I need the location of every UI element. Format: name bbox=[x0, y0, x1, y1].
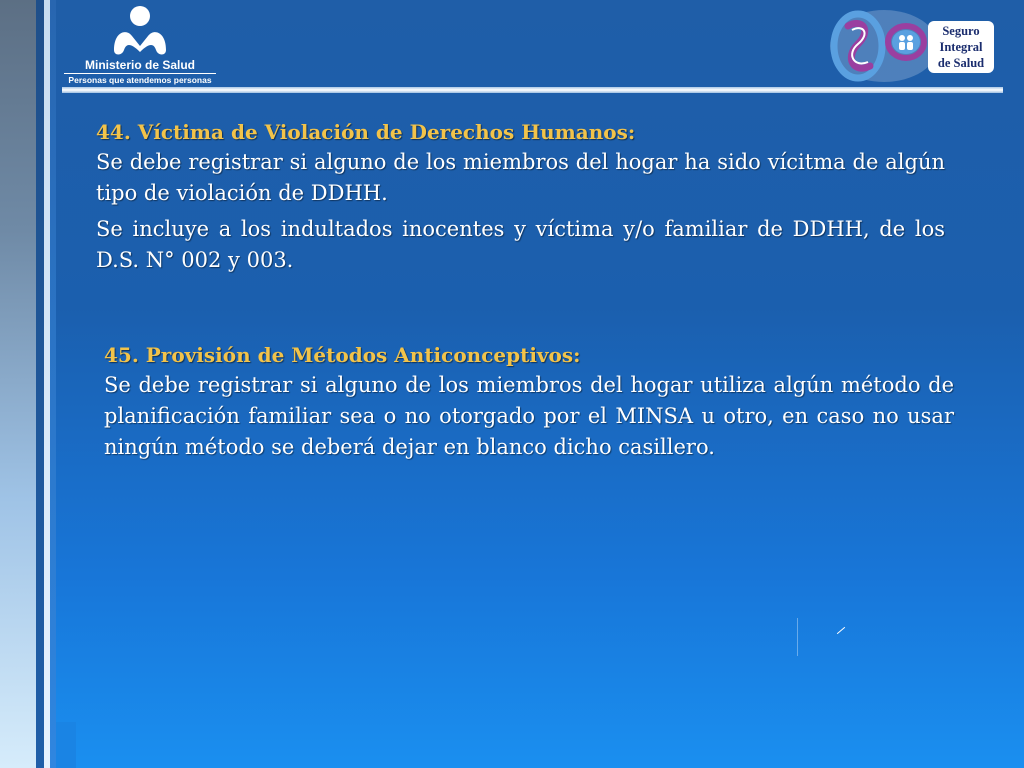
sis-logo-text bbox=[928, 21, 994, 73]
minsa-family-icon bbox=[108, 6, 172, 58]
section-44-paragraph-2: Se incluye a los indultados inocentes y víctima y/o familiar de DDHH, de los D.S. N° 002 y 003. bbox=[96, 217, 945, 272]
section-45-title: 45. Provisión de Métodos Anticonceptivos: bbox=[104, 343, 581, 367]
section-45 bbox=[104, 340, 954, 468]
sis-line-1: Seguro bbox=[942, 24, 980, 38]
minsa-tagline: Personas que atendemos personas bbox=[64, 73, 216, 85]
minsa-name: Ministerio de Salud bbox=[84, 58, 195, 72]
bottom-notch-decoration bbox=[56, 722, 76, 768]
sis-emblem-icon bbox=[828, 8, 938, 84]
left-dark-bar bbox=[36, 0, 44, 768]
section-44 bbox=[96, 117, 945, 281]
small-mark-decoration bbox=[837, 627, 845, 634]
section-44-title: 44. Víctima de Violación de Derechos Humanos: bbox=[96, 120, 636, 144]
section-45-paragraph-1: Se debe registrar si alguno de los miembros del hogar utiliza algún método de planificación familiar sea o no otorgado por el MINSA u otro, en caso no usar ningún método se deberá dejar en blanco dicho casillero. bbox=[104, 373, 954, 459]
minsa-logo bbox=[64, 6, 216, 84]
left-decorative-strip bbox=[0, 0, 36, 768]
left-blue-bar bbox=[50, 0, 56, 768]
sis-line-3: de Salud bbox=[937, 56, 985, 70]
section-44-paragraph-1: Se debe registrar si alguno de los miembros del hogar ha sido vícitma de algún tipo de violación de DDHH. bbox=[96, 150, 945, 205]
header-divider bbox=[62, 87, 1003, 93]
sis-logo bbox=[828, 8, 998, 84]
sis-line-2: Integral bbox=[939, 40, 983, 54]
faint-line-decoration bbox=[797, 618, 798, 656]
